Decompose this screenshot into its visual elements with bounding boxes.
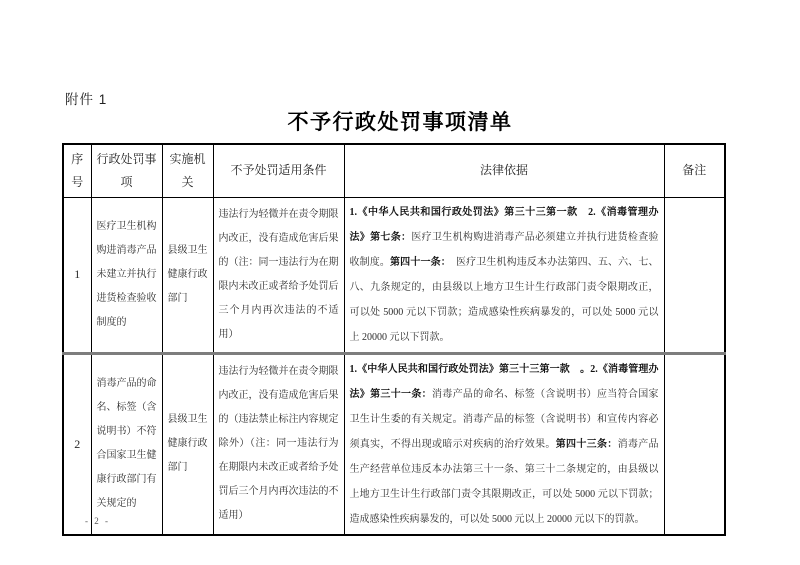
header-item: 行政处罚事项 xyxy=(91,144,162,197)
table-row xyxy=(63,353,725,535)
header-seq: 序号 xyxy=(63,144,91,197)
table-header-row xyxy=(63,144,725,197)
row2-legal-seg-3: 第四十三条： xyxy=(555,438,618,450)
page-title: 不予行政处罚事项清单 xyxy=(287,110,513,134)
row1-remark xyxy=(664,197,725,353)
row2-legal-seg-1: 1.《中华人民共和国行政处罚法》第三十三第一款 。2.《消毒管理办法》第三十一条： xyxy=(349,363,659,400)
row1-penalty-item: 医疗卫生机构购进消毒产品未建立并执行进货检查验收制度的 xyxy=(91,197,162,353)
row1-seq: 1 xyxy=(63,197,91,353)
row2-penalty-item: 消毒产品的命名、标签（含说明书）不符合国家卫生健康行政部门有关规定的 xyxy=(91,353,162,535)
penalty-exemption-table xyxy=(62,143,726,536)
header-legal-basis: 法律依据 xyxy=(344,144,664,197)
attachment-label: 附件 1 xyxy=(65,92,108,107)
row2-condition: 违法行为轻微并在责令期限内改正，没有造成危害后果的（违法禁止标注内容规定除外）（注：同一违法行为在期限内未改正或者给予处罚后三个月内再次违法的不适用） xyxy=(213,353,344,535)
page-number: - 2 - xyxy=(85,516,110,526)
row2-legal-basis xyxy=(344,353,664,535)
row2-remark xyxy=(664,353,725,535)
header-condition: 不予处罚适用条件 xyxy=(213,144,344,197)
row1-legal-seg-4: 医疗卫生机构违反本办法第四、五、六、七、八、九条规定的，由县级以上地方卫生计生行政部门责令限期改正，可以处 5000 元以下罚款；造成感染性疾病暴发的，可以处 5000 元以上 20000 元以下罚款。 xyxy=(349,256,659,343)
header-agency: 实施机关 xyxy=(162,144,213,197)
row2-legal-seg-2: 消毒产品的命名、标签（含说明书）应当符合国家卫生计生委的有关规定。消毒产品的标签（含说明书）和宣传内容必须真实，不得出现或暗示对疾病的治疗效果。 xyxy=(349,388,659,450)
row2-seq: 2 xyxy=(63,353,91,535)
row1-legal-seg-2: 医疗卫生机构购进消毒产品必须建立并执行进货检查验收制度。 xyxy=(349,231,659,268)
row1-condition: 违法行为轻微并在责令期限内改正，没有造成危害后果的（注：同一违法行为在期限内未改正或者给予处罚后三个月内再次违法的不适用） xyxy=(213,197,344,353)
row2-legal-seg-4: 消毒产品生产经营单位违反本办法第三十一条、第三十二条规定的，由县级以上地方卫生计生行政部门责令其限期改正，可以处 5000 元以下罚款；造成感染性疾病暴发的，可以处 5000 元以上 20000 元以下的罚款。 xyxy=(349,438,659,525)
row1-legal-basis xyxy=(344,197,664,353)
row2-agency: 县级卫生健康行政部门 xyxy=(162,353,213,535)
row1-agency: 县级卫生健康行政部门 xyxy=(162,197,213,353)
row1-legal-seg-3: 第四十一条： xyxy=(390,256,446,268)
table-row xyxy=(63,197,725,353)
row1-legal-seg-1: 1.《中华人民共和国行政处罚法》第三十三第一款 2.《消毒管理办法》第七条： xyxy=(349,206,659,243)
header-remark: 备注 xyxy=(664,144,725,197)
